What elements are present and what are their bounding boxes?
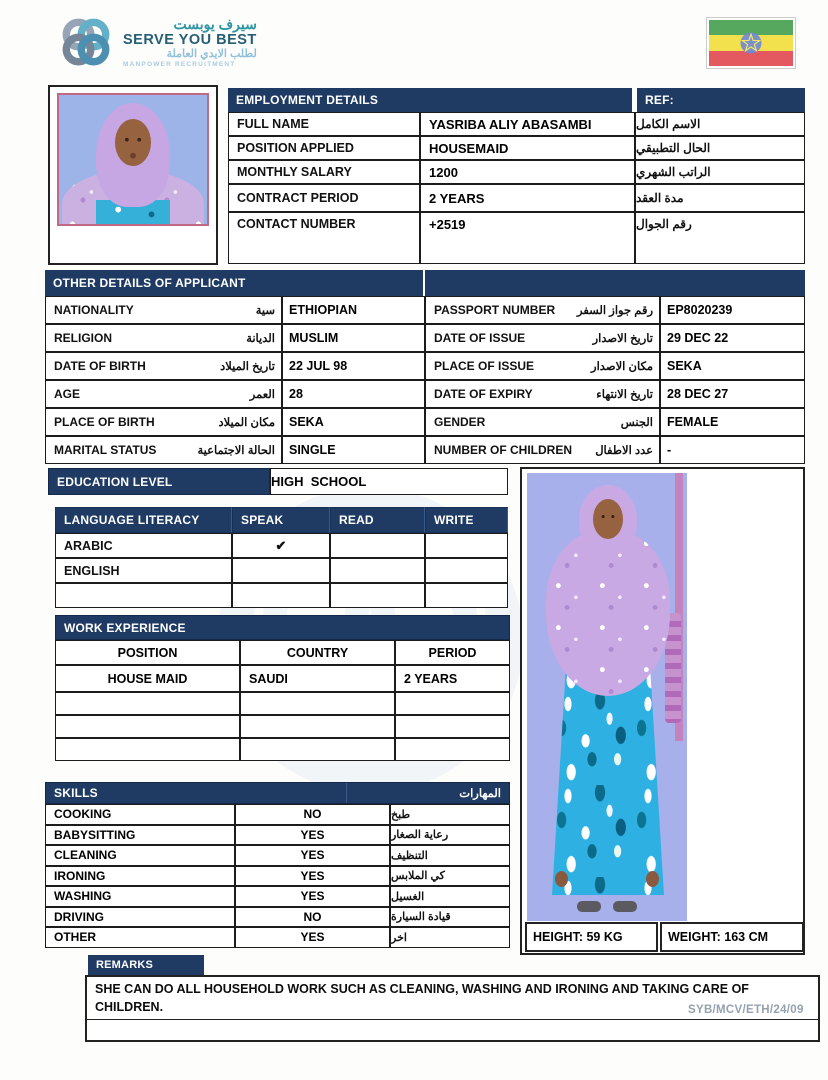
field-label: MARITAL STATUS الحالة الاجتماعية [45, 436, 282, 464]
field-value: 2 YEARS [420, 184, 635, 212]
skill-arabic: الغسيل [390, 886, 510, 907]
field-value: 29 DEC 22 [660, 324, 805, 352]
read-cell [330, 558, 425, 583]
field-value: YASRIBA ALIY ABASAMBI [420, 112, 635, 136]
period-cell [395, 692, 510, 715]
field-value: +2519 [420, 212, 635, 264]
skill-arabic: اخر [390, 927, 510, 948]
skill-value: YES [235, 886, 390, 907]
read-cell [330, 533, 425, 558]
logo-arabic-subtitle: لطلب الايدي العاملة [166, 48, 257, 61]
field-label: MONTHLY SALARY [228, 160, 420, 184]
field-value: SEKA [660, 352, 805, 380]
column-header: READ [330, 507, 425, 533]
field-value: EP8020239 [660, 296, 805, 324]
field-value: 28 [282, 380, 425, 408]
field-value: HOUSEMAID [420, 136, 635, 160]
field-label-arabic: الراتب الشهري [635, 160, 805, 184]
country-cell [240, 692, 395, 715]
field-value: SINGLE [282, 436, 425, 464]
remarks-header: REMARKS [88, 955, 204, 975]
language-literacy-table [55, 533, 508, 608]
field-value: 22 JUL 98 [282, 352, 425, 380]
height-value: HEIGHT: 59 KG [525, 922, 658, 952]
skills-title: SKILLS [54, 786, 98, 800]
field-value: 1200 [420, 160, 635, 184]
logo-arabic-title: سيرف يوبست [173, 15, 257, 32]
skill-name: WASHING [45, 886, 235, 907]
education-level-label: EDUCATION LEVEL [48, 468, 270, 495]
ethiopia-flag [706, 17, 796, 69]
field-value: - [660, 436, 805, 464]
language-name: ARABIC [55, 533, 232, 558]
field-label: DATE OF ISSUE تاريخ الاصدار [425, 324, 660, 352]
skills-header [45, 782, 510, 804]
column-header: LANGUAGE LITERACY [55, 507, 232, 533]
field-value: 28 DEC 27 [660, 380, 805, 408]
photo-foot-left [577, 901, 601, 912]
read-cell [330, 583, 425, 608]
passport-photo-frame [48, 85, 218, 265]
remarks-text: SHE CAN DO ALL HOUSEHOLD WORK SUCH AS CLEANING, WASHING AND IRONING AND TAKING CARE OF CHILDREN. [87, 977, 818, 1020]
header-divider [346, 783, 347, 803]
skills-title-arabic: المهارات [459, 788, 501, 800]
skill-name: OTHER [45, 927, 235, 948]
field-label: AGE العمر [45, 380, 282, 408]
skill-arabic: قيادة السيارة [390, 907, 510, 928]
position-cell: HOUSE MAID [55, 665, 240, 692]
period-cell: 2 YEARS [395, 665, 510, 692]
logo-title: SERVE YOU BEST [123, 31, 257, 48]
flag-star-emblem [736, 28, 766, 58]
speak-cell [232, 558, 330, 583]
field-label: FULL NAME [228, 112, 420, 136]
applicant-passport-photo [57, 93, 209, 226]
field-label: PASSPORT NUMBER رقم جواز السفر [425, 296, 660, 324]
skill-name: DRIVING [45, 907, 235, 928]
field-label-arabic: الحال التطبيقي [635, 136, 805, 160]
language-literacy-header [55, 507, 508, 533]
speak-checkmark: ✔ [232, 533, 330, 558]
skill-value: YES [235, 825, 390, 846]
skill-arabic: طبخ [390, 804, 510, 825]
photo-hand-right [646, 871, 659, 887]
logo-subtitle: MANPOWER RECRUITMENT [123, 60, 236, 68]
photo-hand-left [555, 871, 568, 887]
speak-cell [232, 583, 330, 608]
remarks-empty-row [87, 1020, 818, 1040]
other-details-header-right [425, 270, 805, 296]
photo-face [593, 499, 623, 539]
skill-name: COOKING [45, 804, 235, 825]
field-label: NATIONALITY سية [45, 296, 282, 324]
field-label: CONTACT NUMBER [228, 212, 420, 264]
field-label-arabic: رقم الجوال [635, 212, 805, 264]
skill-name: CLEANING [45, 845, 235, 866]
document-reference-code: SYB/MCV/ETH/24/09 [688, 1004, 804, 1016]
position-cell [55, 715, 240, 738]
field-label: POSITION APPLIED [228, 136, 420, 160]
field-value: MUSLIM [282, 324, 425, 352]
photo-face [115, 119, 151, 166]
photo-shawl [546, 531, 670, 696]
applicant-full-body-photo [527, 473, 687, 921]
education-level-value: HIGH SCHOOL [270, 468, 508, 495]
column-header: WRITE [425, 507, 508, 533]
country-cell [240, 738, 395, 761]
weight-value: WEIGHT: 163 CM [660, 922, 804, 952]
full-body-photo-frame [520, 467, 805, 955]
language-name: ENGLISH [55, 558, 232, 583]
skill-name: IRONING [45, 866, 235, 887]
work-experience-header: WORK EXPERIENCE [55, 615, 510, 640]
agency-logo [56, 12, 257, 72]
employment-details-header: EMPLOYMENT DETAILS [228, 88, 632, 112]
column-header: COUNTRY [240, 640, 395, 665]
skill-value: NO [235, 907, 390, 928]
other-details-table [45, 296, 805, 464]
column-header: PERIOD [395, 640, 510, 665]
skill-arabic: كي الملابس [390, 866, 510, 887]
skill-arabic: رعاية الصغار [390, 825, 510, 846]
write-cell [425, 533, 508, 558]
field-label: GENDER الجنس [425, 408, 660, 436]
photo-foot-right [613, 901, 637, 912]
knot-logo-icon [56, 12, 116, 72]
field-label-arabic: الاسم الكامل [635, 112, 805, 136]
field-value: SEKA [282, 408, 425, 436]
skill-value: YES [235, 845, 390, 866]
field-label-arabic: مدة العقد [635, 184, 805, 212]
skill-value: YES [235, 866, 390, 887]
employment-details-table [228, 112, 805, 264]
field-label: DATE OF BIRTH تاريخ الميلاد [45, 352, 282, 380]
field-label: PLACE OF ISSUE مكان الاصدار [425, 352, 660, 380]
write-cell [425, 558, 508, 583]
skill-value: NO [235, 804, 390, 825]
column-header: SPEAK [232, 507, 330, 533]
position-cell [55, 738, 240, 761]
language-name [55, 583, 232, 608]
skill-value: YES [235, 927, 390, 948]
other-details-header: OTHER DETAILS OF APPLICANT [45, 270, 423, 296]
field-label: PLACE OF BIRTH مكان الميلاد [45, 408, 282, 436]
field-label: CONTRACT PERIOD [228, 184, 420, 212]
position-cell [55, 692, 240, 715]
write-cell [425, 583, 508, 608]
column-header: POSITION [55, 640, 240, 665]
country-cell [240, 715, 395, 738]
field-value: ETHIOPIAN [282, 296, 425, 324]
skills-table [45, 804, 510, 948]
field-label: NUMBER OF CHILDREN عدد الاطفال [425, 436, 660, 464]
field-value: FEMALE [660, 408, 805, 436]
ref-header: REF: [637, 88, 805, 112]
skill-arabic: التنظيف [390, 845, 510, 866]
country-cell: SAUDI [240, 665, 395, 692]
period-cell [395, 715, 510, 738]
skill-name: BABYSITTING [45, 825, 235, 846]
work-experience-table [55, 640, 510, 761]
field-label: DATE OF EXPIRY تاريخ الانتهاء [425, 380, 660, 408]
field-label: RELIGION الديانة [45, 324, 282, 352]
period-cell [395, 738, 510, 761]
